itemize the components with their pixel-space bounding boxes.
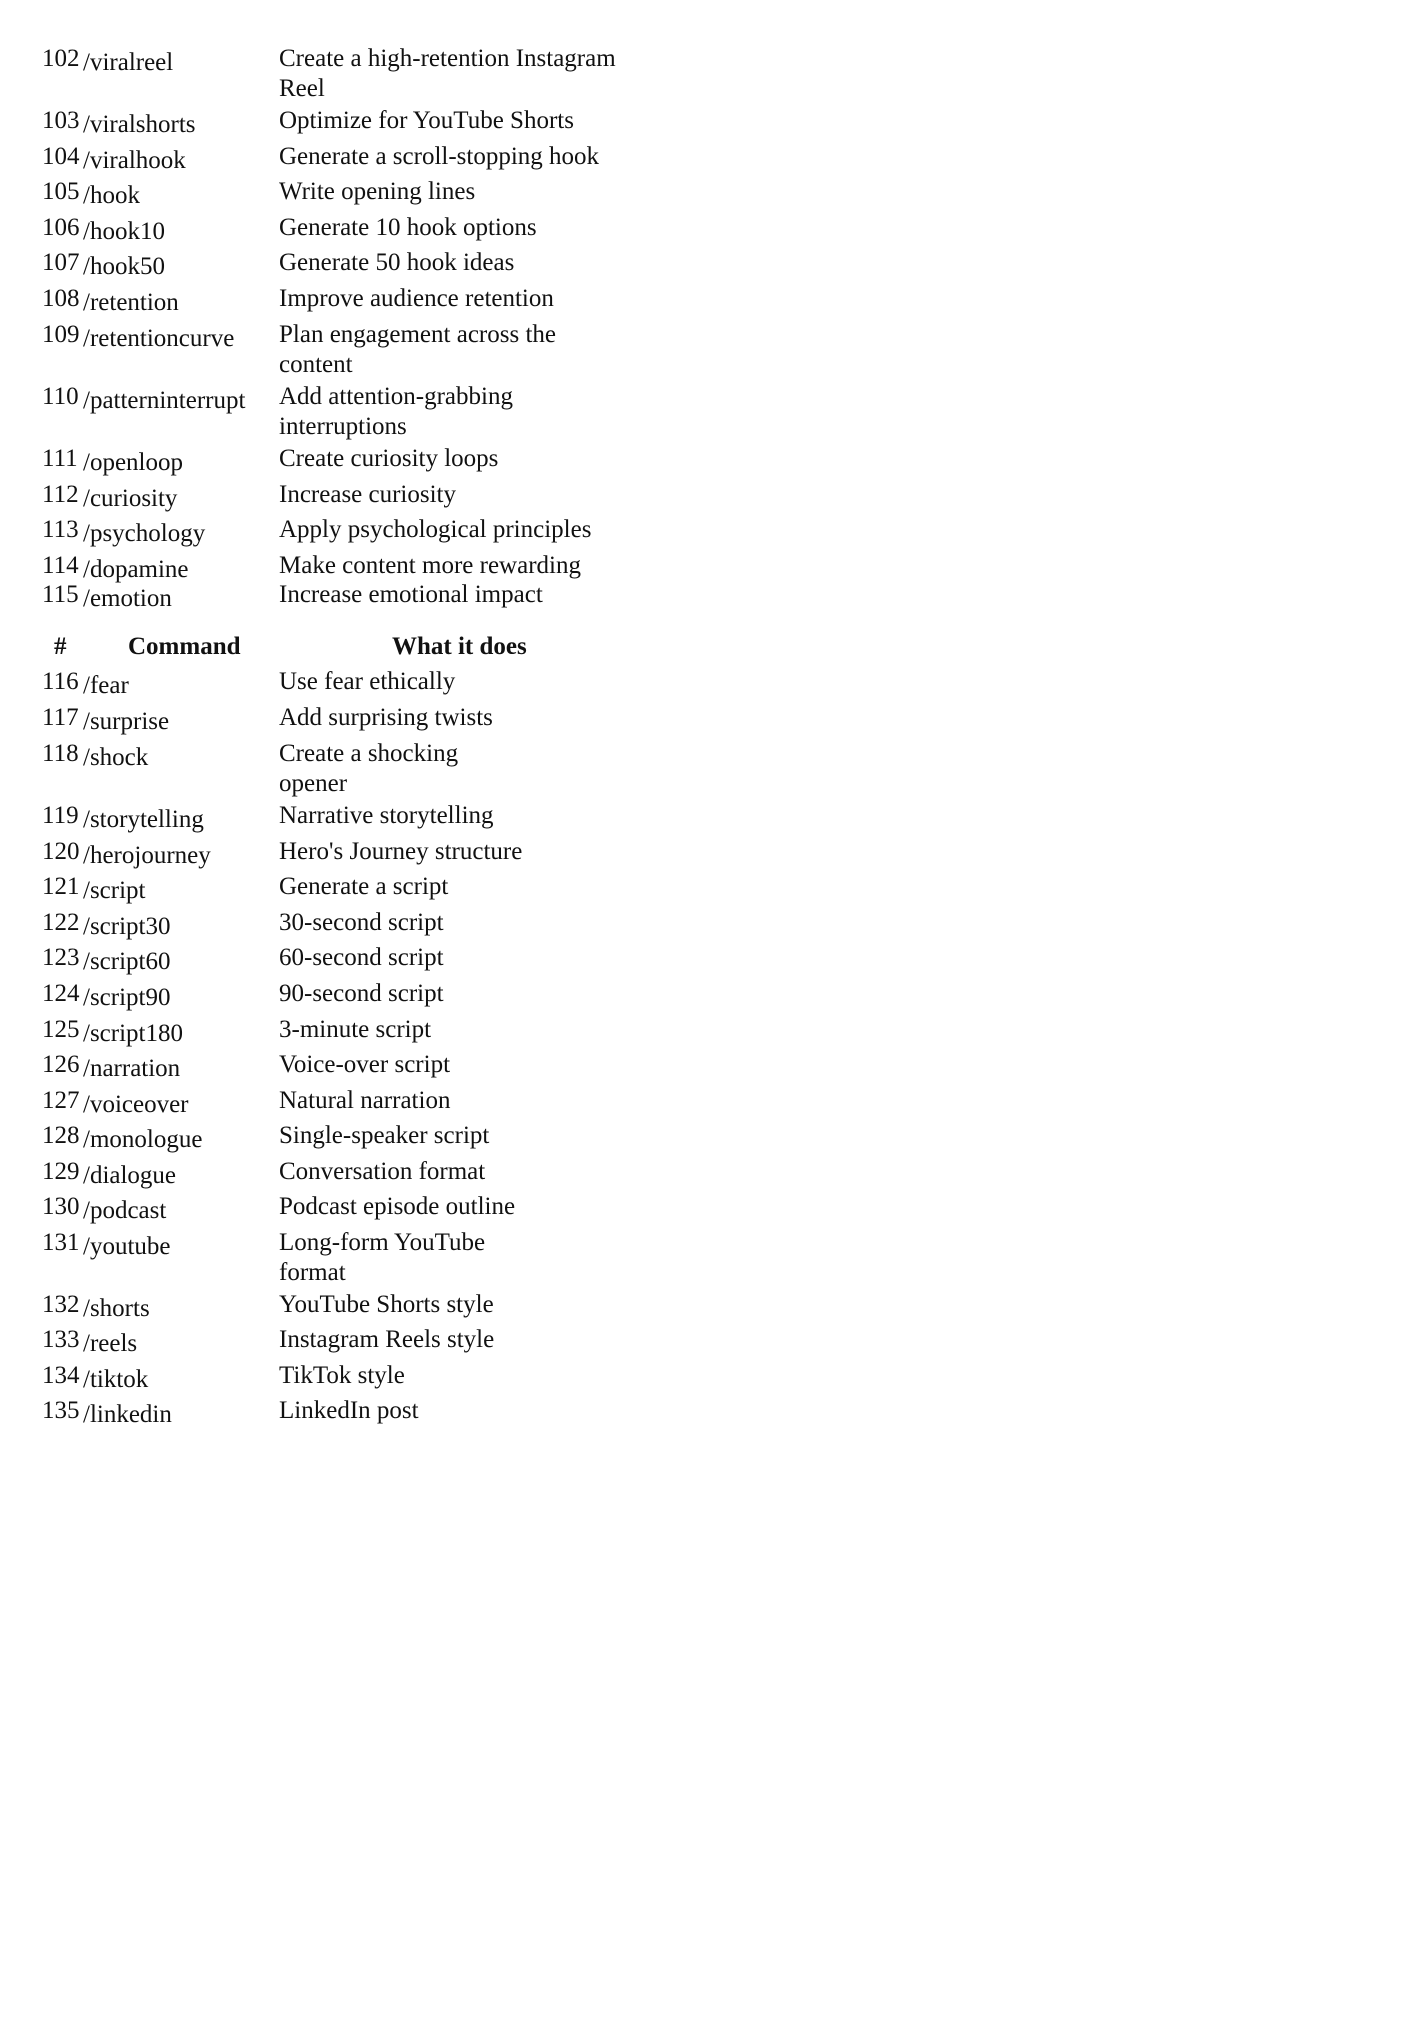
row-description <box>279 382 631 441</box>
description-line: Reel <box>279 74 325 102</box>
row-number: 106 <box>42 214 80 241</box>
description-line: YouTube Shorts style <box>279 1291 494 1318</box>
description-line: format <box>279 1258 346 1286</box>
row-description <box>279 1290 631 1320</box>
description-line: Optimize for YouTube Shorts <box>279 107 574 134</box>
row-command: /surprise <box>83 708 170 735</box>
row-command: /herojourney <box>83 842 211 869</box>
row-number: 127 <box>42 1087 80 1114</box>
description-line: Generate a scroll-stopping hook <box>279 143 600 170</box>
row-number: 116 <box>42 668 79 695</box>
row-command: /script90 <box>83 984 171 1011</box>
row-command: /emotion <box>83 585 172 612</box>
row-number: 120 <box>42 838 80 865</box>
row-number: 112 <box>42 481 79 508</box>
row-number: 113 <box>42 516 79 543</box>
row-number: 125 <box>42 1016 80 1043</box>
row-command: /retention <box>83 289 179 316</box>
row-command: /reels <box>83 1330 138 1357</box>
description-line: Add attention-grabbing <box>279 383 513 410</box>
row-description <box>279 248 631 278</box>
row-command: /script <box>83 877 146 904</box>
row-number: 102 <box>42 45 80 72</box>
row-command: /shorts <box>83 1295 150 1322</box>
row-command: /script180 <box>83 1020 183 1047</box>
description-line: interruptions <box>279 412 407 440</box>
row-command: /viralreel <box>83 49 174 76</box>
row-description <box>279 979 631 1009</box>
row-description <box>279 739 631 798</box>
header-what-it-does: What it does <box>392 633 527 660</box>
description-line: Generate 10 hook options <box>279 214 537 241</box>
row-command: /viralhook <box>83 147 186 174</box>
row-description <box>279 837 631 867</box>
row-command: /script60 <box>83 948 171 975</box>
description-line: Narrative storytelling <box>279 802 494 829</box>
description-line: Voice-over script <box>279 1051 451 1078</box>
description-line: Increase curiosity <box>279 481 457 508</box>
description-line: Plan engagement across the <box>279 321 556 348</box>
table-header <box>0 633 1100 663</box>
description-line: Increase emotional impact <box>279 581 543 608</box>
row-description <box>279 872 631 902</box>
row-number: 129 <box>42 1158 80 1185</box>
description-line: Instagram Reels style <box>279 1326 495 1353</box>
row-description <box>279 444 631 474</box>
row-command: /monologue <box>83 1126 203 1153</box>
row-command: /retentioncurve <box>83 325 235 352</box>
row-number: 117 <box>42 704 79 731</box>
row-command: /script30 <box>83 913 171 940</box>
row-description <box>279 1396 631 1426</box>
row-number: 111 <box>42 445 78 472</box>
description-line: Create a high-retention Instagram <box>279 45 616 72</box>
row-description <box>279 1157 631 1187</box>
description-line: Make content more rewarding <box>279 552 581 579</box>
row-command: /hook10 <box>83 218 165 245</box>
row-command: /viralshorts <box>83 111 196 138</box>
row-description <box>279 142 631 172</box>
row-command: /patterninterrupt <box>83 387 246 414</box>
description-line: Add surprising twists <box>279 704 493 731</box>
row-description <box>279 667 631 697</box>
row-number: 130 <box>42 1193 80 1220</box>
description-line: TikTok style <box>279 1362 405 1389</box>
row-description <box>279 1086 631 1116</box>
row-number: 128 <box>42 1122 80 1149</box>
row-description <box>279 44 631 103</box>
row-number: 132 <box>42 1291 80 1318</box>
row-description <box>279 1015 631 1045</box>
row-number: 109 <box>42 321 80 348</box>
row-command: /dialogue <box>83 1162 177 1189</box>
row-command: /tiktok <box>83 1366 149 1393</box>
description-line: Apply psychological principles <box>279 516 592 543</box>
row-command: /storytelling <box>83 806 204 833</box>
row-description <box>279 177 631 207</box>
description-line: Improve audience retention <box>279 285 554 312</box>
row-number: 131 <box>42 1229 80 1256</box>
row-description <box>279 1228 631 1287</box>
description-line: Write opening lines <box>279 178 476 205</box>
row-number: 108 <box>42 285 80 312</box>
description-line: 3-minute script <box>279 1016 432 1043</box>
row-description <box>279 943 631 973</box>
description-line: 30-second script <box>279 909 444 936</box>
row-number: 107 <box>42 249 80 276</box>
row-number: 123 <box>42 944 80 971</box>
row-description <box>279 580 631 610</box>
row-description <box>279 284 631 314</box>
row-number: 118 <box>42 740 79 767</box>
row-description <box>279 1192 631 1222</box>
row-command: /narration <box>83 1055 181 1082</box>
row-number: 134 <box>42 1362 80 1389</box>
description-line: 60-second script <box>279 944 444 971</box>
description-line: Generate a script <box>279 873 449 900</box>
description-line: opener <box>279 769 348 797</box>
row-description <box>279 320 631 379</box>
description-line: Create curiosity loops <box>279 445 499 472</box>
row-description <box>279 551 631 581</box>
description-line: Generate 50 hook ideas <box>279 249 515 276</box>
row-command: /shock <box>83 744 149 771</box>
row-command: /hook50 <box>83 253 165 280</box>
row-number: 119 <box>42 802 79 829</box>
row-command: /youtube <box>83 1233 171 1260</box>
description-line: Podcast episode outline <box>279 1193 516 1220</box>
row-description <box>279 908 631 938</box>
row-command: /voiceover <box>83 1091 189 1118</box>
row-number: 115 <box>42 581 79 608</box>
row-description <box>279 1050 631 1080</box>
row-command: /curiosity <box>83 485 178 512</box>
description-line: Natural narration <box>279 1087 451 1114</box>
row-description <box>279 515 631 545</box>
row-description <box>279 703 631 733</box>
row-command: /dopamine <box>83 556 189 583</box>
row-number: 133 <box>42 1326 80 1353</box>
row-number: 121 <box>42 873 80 900</box>
row-description <box>279 1121 631 1151</box>
row-command: /linkedin <box>83 1401 172 1428</box>
row-description <box>279 480 631 510</box>
row-description <box>279 106 631 136</box>
row-command: /psychology <box>83 520 206 547</box>
description-line: Long-form YouTube <box>279 1229 486 1256</box>
row-number: 110 <box>42 383 79 410</box>
row-command: /hook <box>83 182 140 209</box>
row-command: /fear <box>83 672 129 699</box>
row-number: 126 <box>42 1051 80 1078</box>
row-number: 105 <box>42 178 80 205</box>
row-number: 135 <box>42 1397 80 1424</box>
row-description <box>279 213 631 243</box>
row-number: 104 <box>42 143 80 170</box>
description-line: Hero's Journey structure <box>279 838 523 865</box>
description-line: Use fear ethically <box>279 668 456 695</box>
description-line: Single-speaker script <box>279 1122 490 1149</box>
row-description <box>279 1325 631 1355</box>
header-number: # <box>54 633 67 660</box>
row-command: /openloop <box>83 449 183 476</box>
description-line: Create a shocking <box>279 740 459 767</box>
row-number: 114 <box>42 552 79 579</box>
description-line: content <box>279 350 353 378</box>
header-command: Command <box>128 633 241 660</box>
description-line: LinkedIn post <box>279 1397 419 1424</box>
row-description <box>279 801 631 831</box>
description-line: 90-second script <box>279 980 444 1007</box>
row-command: /podcast <box>83 1197 167 1224</box>
row-number: 122 <box>42 909 80 936</box>
row-description <box>279 1361 631 1391</box>
description-line: Conversation format <box>279 1158 486 1185</box>
row-number: 103 <box>42 107 80 134</box>
row-number: 124 <box>42 980 80 1007</box>
